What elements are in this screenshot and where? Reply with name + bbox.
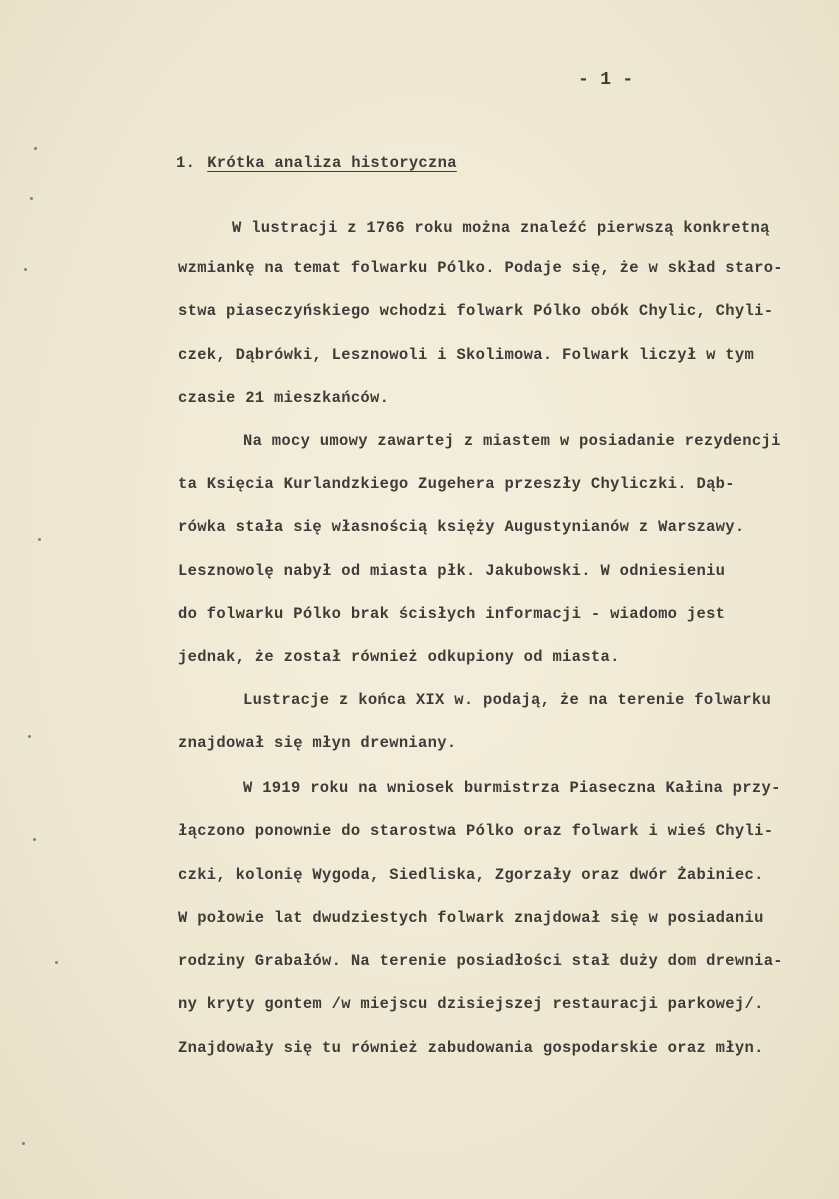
- paper-speck: [34, 147, 37, 150]
- text-line: łączono ponownie do starostwa Pólko oraz folwark i wieś Chyli-: [178, 822, 774, 840]
- text-line: jednak, że został również odkupiony od miasta.: [178, 648, 620, 666]
- text-line: ta Księcia Kurlandzkiego Zugehera przeszły Chyliczki. Dąb-: [178, 475, 735, 493]
- paper-speck: [22, 1142, 25, 1145]
- page-number: - 1 -: [578, 70, 634, 90]
- paper-speck: [33, 838, 36, 841]
- paper-speck: [55, 961, 58, 964]
- text-line: Lustracje z końca XIX w. podają, że na terenie folwarku: [243, 691, 772, 709]
- paper-speck: [24, 268, 27, 271]
- text-line: W połowie lat dwudziestych folwark znajdował się w posiadaniu: [178, 909, 764, 927]
- text-line: czek, Dąbrówki, Lesznowoli i Skolimowa. Folwark liczył w tym: [178, 346, 755, 364]
- text-line: rówka stała się własnością księży Augustynianów z Warszawy.: [178, 518, 745, 536]
- text-line: czasie 21 mieszkańców.: [178, 389, 390, 407]
- text-line: czki, kolonię Wygoda, Siedliska, Zgorzały oraz dwór Żabiniec.: [178, 866, 764, 884]
- section-title: Krótka analiza historyczna: [207, 154, 457, 172]
- text-line: do folwarku Pólko brak ścisłych informacji - wiadomo jest: [178, 605, 726, 623]
- section-number: 1.: [176, 154, 196, 172]
- text-line: W lustracji z 1766 roku można znaleźć pierwszą konkretną: [232, 219, 770, 237]
- section-heading: [176, 153, 457, 173]
- text-line: rodziny Grabałów. Na terenie posiadłości stał duży dom drewnia-: [178, 952, 783, 970]
- text-line: Na mocy umowy zawartej z miastem w posiadanie rezydencji: [243, 432, 781, 450]
- text-line: wzmiankę na temat folwarku Pólko. Podaje się, że w skład staro-: [178, 259, 783, 277]
- text-line: stwa piaseczyńskiego wchodzi folwark Pólko obók Chylic, Chyli-: [178, 302, 774, 320]
- text-line: Lesznowolę nabył od miasta płk. Jakubowski. W odniesieniu: [178, 562, 726, 580]
- text-line: znajdował się młyn drewniany.: [178, 734, 457, 752]
- text-line: ny kryty gontem /w miejscu dzisiejszej restauracji parkowej/.: [178, 995, 764, 1013]
- paper-speck: [30, 197, 33, 200]
- text-line: Znajdowały się tu również zabudowania gospodarskie oraz młyn.: [178, 1039, 764, 1057]
- paper-speck: [28, 735, 31, 738]
- paper-speck: [38, 538, 41, 541]
- text-line: W 1919 roku na wniosek burmistrza Piaseczna Kałina przy-: [243, 779, 781, 797]
